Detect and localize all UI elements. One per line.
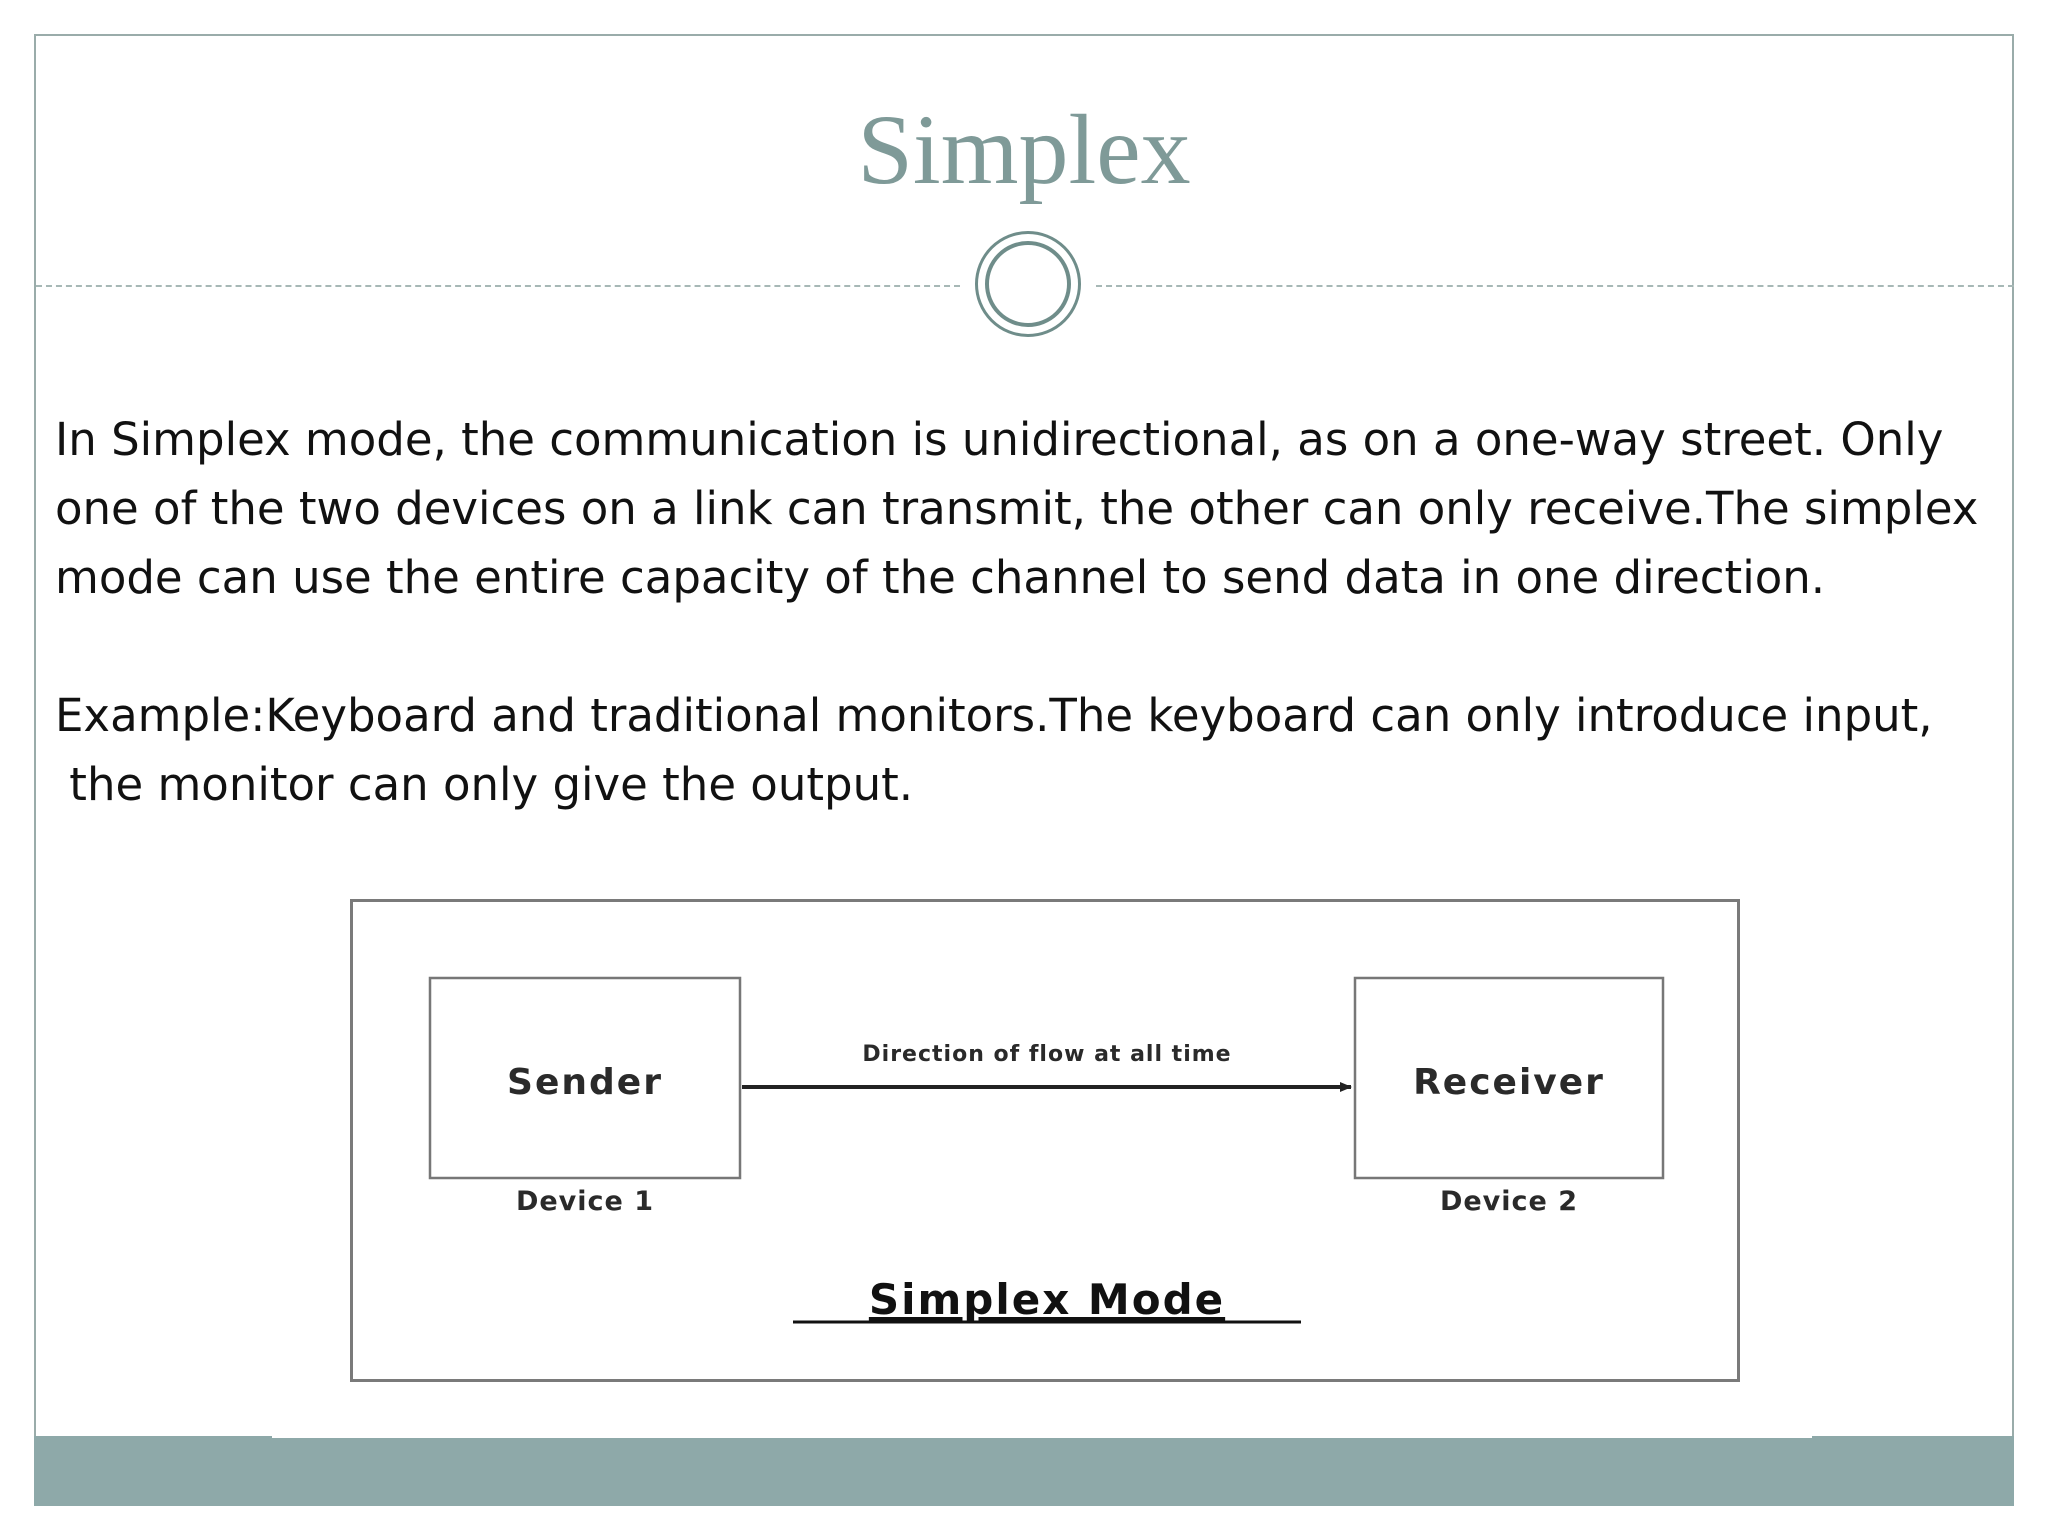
flow-label: Direction of flow at all time <box>862 1042 1232 1067</box>
title-divider-right <box>1096 285 2014 287</box>
sender-label: Sender <box>507 1062 663 1103</box>
circle-ornament-inner <box>985 241 1071 327</box>
body-line: the monitor can only give the output. <box>55 758 914 811</box>
body-line: mode can use the entire capacity of the channel to send data in one direction. <box>55 551 1826 604</box>
simplex-diagram <box>350 899 1740 1382</box>
slide-title: Simplex <box>857 94 1191 205</box>
body-line: In Simplex mode, the communication is unidirectional, as on a one-way street. Only <box>55 413 1944 466</box>
sender-caption: Device 1 <box>515 1186 655 1217</box>
receiver-caption: Device 2 <box>1439 1186 1579 1217</box>
body-line: Example:Keyboard and traditional monitors.The keyboard can only introduce input, <box>55 689 1933 742</box>
receiver-label: Receiver <box>1413 1062 1605 1103</box>
diagram-caption: Simplex Mode <box>868 1275 1226 1324</box>
slide-body <box>55 405 2015 819</box>
paragraph-gap <box>55 612 2015 681</box>
circle-ornament-icon <box>975 231 1081 337</box>
body-line: one of the two devices on a link can transmit, the other can only receive.The simplex <box>55 482 1979 535</box>
footer-band <box>34 1436 2014 1506</box>
simplex-diagram-svg <box>353 902 1737 1379</box>
title-divider-left <box>36 285 960 287</box>
footer-notch <box>272 1433 1812 1438</box>
